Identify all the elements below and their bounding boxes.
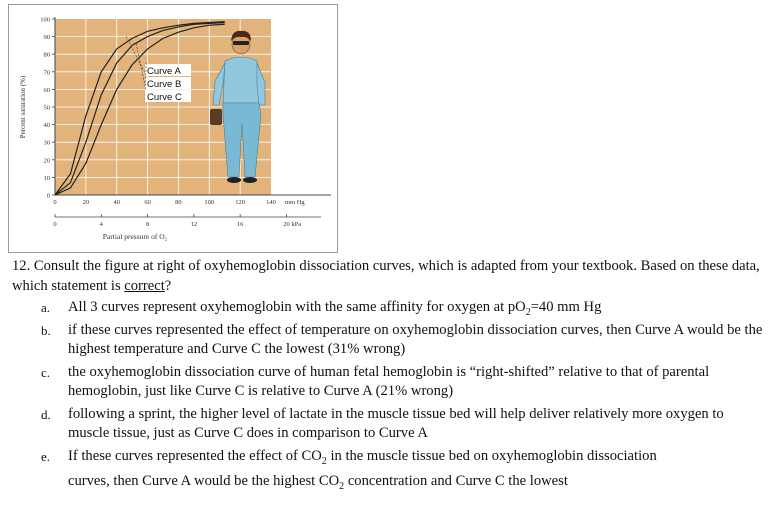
option-b xyxy=(12,321,767,360)
option-text: if these curves represented the effect of temperature on oxyhemoglobin dissociation curves, then Curve A would be the highest temperature and Curve C the lowest (31% wrong) xyxy=(68,321,763,357)
option-text: following a sprint, the higher level of lactate in the muscle tissue bed will help deliver relatively more oxygen to muscle tissue, just as Curve C does in comparison to Curve A xyxy=(68,405,724,441)
kpa-tick-label: 4 xyxy=(99,221,103,228)
x-unit-mmhg: mm Hg xyxy=(285,199,305,206)
sunglasses xyxy=(233,41,249,45)
option-text-end: =40 mm Hg xyxy=(530,299,602,315)
y-tick-label: 40 xyxy=(43,122,50,130)
subscript: 2 xyxy=(321,455,327,467)
option-text: All 3 curves represent oxyhemoglobin with the same affinity for oxygen at pO xyxy=(68,299,526,315)
y-tick-label: 10 xyxy=(43,174,50,182)
kpa-tick-label: 8 xyxy=(145,221,150,228)
x-tick-label: 0 xyxy=(53,199,57,206)
y-tick-label: 0 xyxy=(46,192,50,200)
option-letter: e. xyxy=(41,448,51,464)
option-a xyxy=(12,298,767,318)
question-number: 12. xyxy=(12,258,31,274)
oxyhemoglobin-figure xyxy=(8,4,338,253)
option-text-line2: curves, then Curve A would be the highest CO xyxy=(68,473,340,489)
y-tick-label: 70 xyxy=(43,69,50,77)
kpa-tick-label: 16 xyxy=(236,221,244,228)
option-d xyxy=(12,405,767,444)
kpa-tick-label: 20 xyxy=(283,221,290,228)
y-tick-label: 80 xyxy=(43,51,50,59)
question-12 xyxy=(12,257,767,495)
x-tick-label: 20 xyxy=(82,199,90,206)
subscript: 2 xyxy=(525,306,531,318)
handbag xyxy=(210,109,222,125)
curve-label: Curve C xyxy=(147,92,182,103)
option-e xyxy=(12,447,767,492)
x-tick-label: 80 xyxy=(175,199,182,206)
option-letter: d. xyxy=(41,406,51,422)
x-tick-label: 140 xyxy=(266,199,276,206)
option-text: the oxyhemoglobin dissociation curve of human fetal hemoglobin is “right-shifted” relative to that of parental hemoglobin, just like Curve C is relative to Curve A (21% wrong) xyxy=(68,363,710,399)
answer-options xyxy=(12,298,767,492)
question-stem-emphasis: correct xyxy=(124,277,165,294)
left-shoe xyxy=(227,177,241,183)
question-stem xyxy=(12,257,767,296)
question-stem-end: ? xyxy=(164,277,172,294)
y-tick-label: 90 xyxy=(43,34,50,42)
option-e-line2 xyxy=(68,472,767,492)
y-tick-label: 100 xyxy=(40,16,50,24)
y-tick-label: 50 xyxy=(43,104,50,112)
y-tick-label: 20 xyxy=(43,157,50,165)
x-tick-label: 60 xyxy=(144,199,151,206)
subscript: 2 xyxy=(339,480,345,492)
question-stem-text: Consult the figure at right of oxyhemoglobin dissociation curves, which is adapted from your textbook. Based on these data, which statement is xyxy=(12,258,760,294)
shirt xyxy=(223,57,259,103)
option-text-line2-end: concentration and Curve C the lowest xyxy=(344,473,568,489)
option-letter: a. xyxy=(41,300,51,315)
kpa-tick-label: 12 xyxy=(190,221,198,228)
option-c xyxy=(12,363,767,402)
y-tick-label: 60 xyxy=(43,86,50,94)
option-letter: b. xyxy=(41,322,51,338)
x-tick-label: 100 xyxy=(204,199,215,206)
x-axis-label: Partial pressure of O₂ xyxy=(102,232,168,241)
option-letter: c. xyxy=(41,364,51,380)
right-shoe xyxy=(243,177,257,183)
option-text: If these curves represented the effect of CO xyxy=(68,447,322,464)
dissociation-chart xyxy=(9,5,337,252)
x-unit-kpa: kPa xyxy=(291,221,302,228)
kpa-tick-label: 0 xyxy=(53,221,57,228)
option-text-mid: in the muscle tissue bed on oxyhemoglobin dissociation xyxy=(326,447,657,464)
y-axis-label: Percent saturation (%) xyxy=(19,75,27,139)
curve-label: Curve A xyxy=(147,66,181,77)
curve-label: Curve B xyxy=(147,79,182,90)
x-tick-label: 40 xyxy=(113,199,120,206)
y-tick-label: 30 xyxy=(43,139,50,147)
x-tick-label: 120 xyxy=(235,199,246,206)
